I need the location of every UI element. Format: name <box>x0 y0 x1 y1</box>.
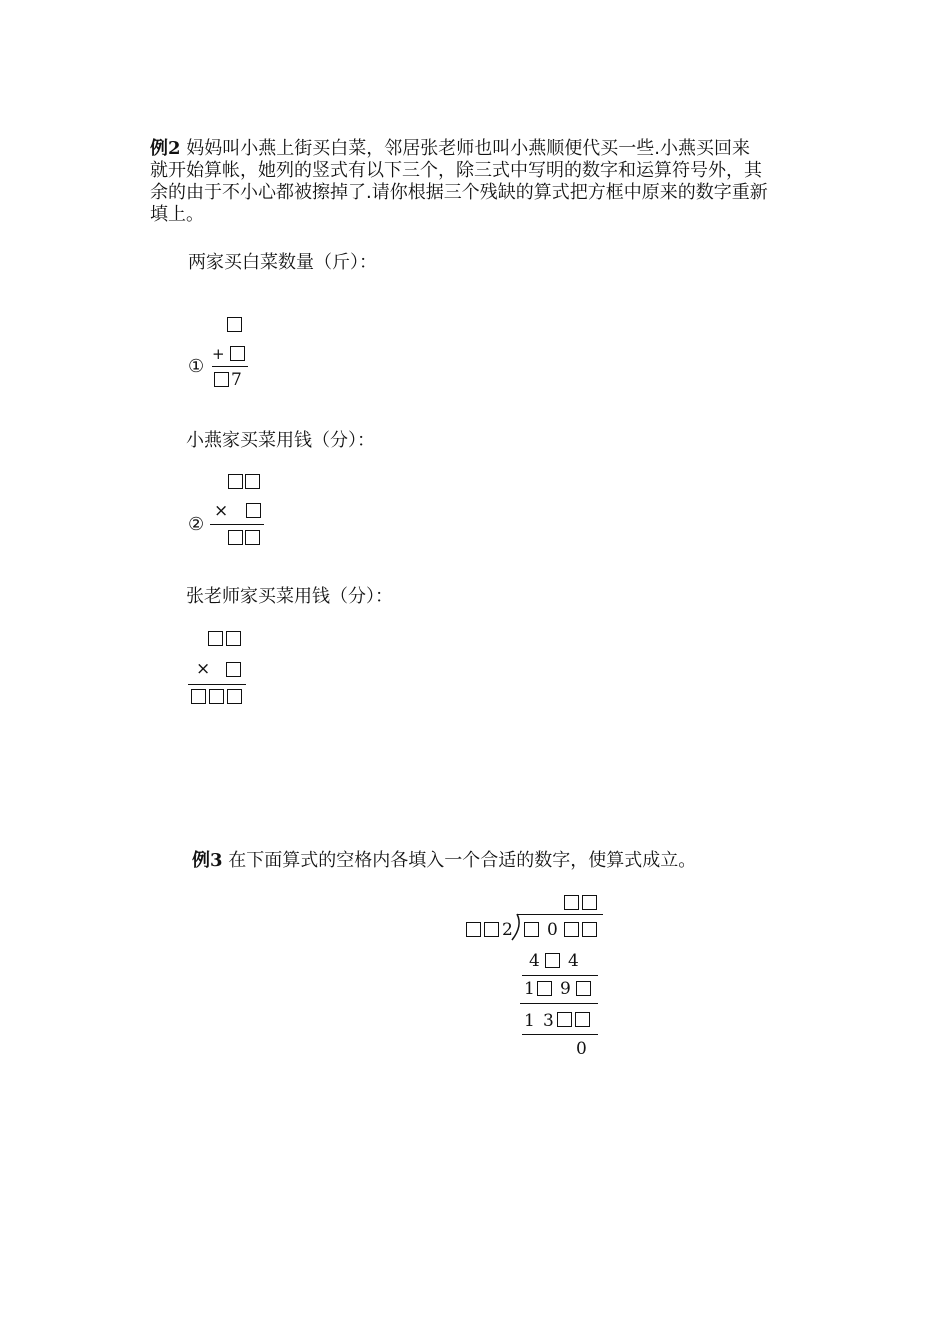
step1-digit-2: 4 <box>568 951 579 971</box>
eq3-multiplicand-box-1 <box>208 631 223 646</box>
step2-box-1 <box>557 1012 572 1027</box>
eq3-heading: 张老师家买菜用钱（分）： <box>186 586 393 607</box>
divisor-box-1 <box>466 922 481 937</box>
eq2-multiplicand-box-2 <box>245 474 260 489</box>
eq2-product-line <box>210 524 264 525</box>
eq1-marker: ① <box>188 356 205 377</box>
quotient-box-2 <box>582 895 597 910</box>
eq1-addend2-box <box>230 346 245 361</box>
step1-digit-1: 4 <box>529 951 540 971</box>
eq2-multiplier-box <box>246 503 261 518</box>
eq3-multiplier-box <box>226 662 241 677</box>
eq2-times-sign: × <box>214 501 229 521</box>
remainder1-line <box>520 1003 598 1004</box>
eq1-plus-sign: + <box>212 345 225 363</box>
eq2-marker: ② <box>188 514 205 535</box>
divisor-box-2 <box>484 922 499 937</box>
eq3-times-sign: × <box>196 659 211 679</box>
eq2-product-box-1 <box>228 530 243 545</box>
step2-box-2 <box>575 1012 590 1027</box>
eq1-heading: 两家买白菜数量（斤）： <box>188 252 377 273</box>
example2-label: 例2 <box>150 138 181 159</box>
dividend-box-2 <box>564 922 579 937</box>
step1-box <box>545 953 560 968</box>
eq3-product-box-2 <box>209 689 224 704</box>
remainder1-box-2 <box>576 981 591 996</box>
example2-paragraph <box>150 138 810 226</box>
example2-line-1: 例2 妈妈叫小燕上街买白菜，邻居张老师也叫小燕顺便代买一些.小燕买回来 <box>150 138 750 159</box>
division-bar <box>517 914 603 915</box>
eq1-addend1-box <box>227 317 242 332</box>
eq2-heading: 小燕家买菜用钱（分）： <box>186 430 375 451</box>
remainder1-box-1 <box>537 981 552 996</box>
example3-label: 例3 <box>192 850 223 871</box>
quotient-box-1 <box>564 895 579 910</box>
example3-paragraph <box>192 846 696 872</box>
divisor-digit: 2 <box>502 920 513 940</box>
final-remainder: 0 <box>576 1039 587 1059</box>
example2-line-2: 就开始算帐，她列的竖式有以下三个，除三式中写明的数字和运算符号外，其 <box>150 160 762 181</box>
division-bracket <box>510 912 524 942</box>
example2-line-4: 填上。 <box>150 204 204 225</box>
eq1-result-box <box>214 372 229 387</box>
remainder1-digit-2: 9 <box>560 979 571 999</box>
eq3-product-line <box>188 684 246 685</box>
example3-text: 在下面算式的空格内各填入一个合适的数字，使算式成立。 <box>228 850 697 871</box>
dividend-box-1 <box>524 922 539 937</box>
dividend-digit: 0 <box>547 920 558 940</box>
step2-digit-2: 3 <box>543 1011 554 1031</box>
eq1-result-digit: 7 <box>231 370 242 390</box>
dividend-box-3 <box>582 922 597 937</box>
step2-digit-1: 1 <box>524 1011 535 1031</box>
remainder1-digit-1: 1 <box>524 979 535 999</box>
example2-line-3: 余的由于不小心都被擦掉了.请你根据三个残缺的算式把方框中原来的数字重新 <box>150 182 768 203</box>
eq1-sum-line <box>212 366 248 367</box>
eq3-multiplicand-box-2 <box>226 631 241 646</box>
eq2-product-box-2 <box>245 530 260 545</box>
eq3-product-box-1 <box>191 689 206 704</box>
step1-line <box>522 975 598 976</box>
eq3-product-box-3 <box>227 689 242 704</box>
step2-line <box>522 1034 598 1035</box>
eq2-multiplicand-box-1 <box>228 474 243 489</box>
